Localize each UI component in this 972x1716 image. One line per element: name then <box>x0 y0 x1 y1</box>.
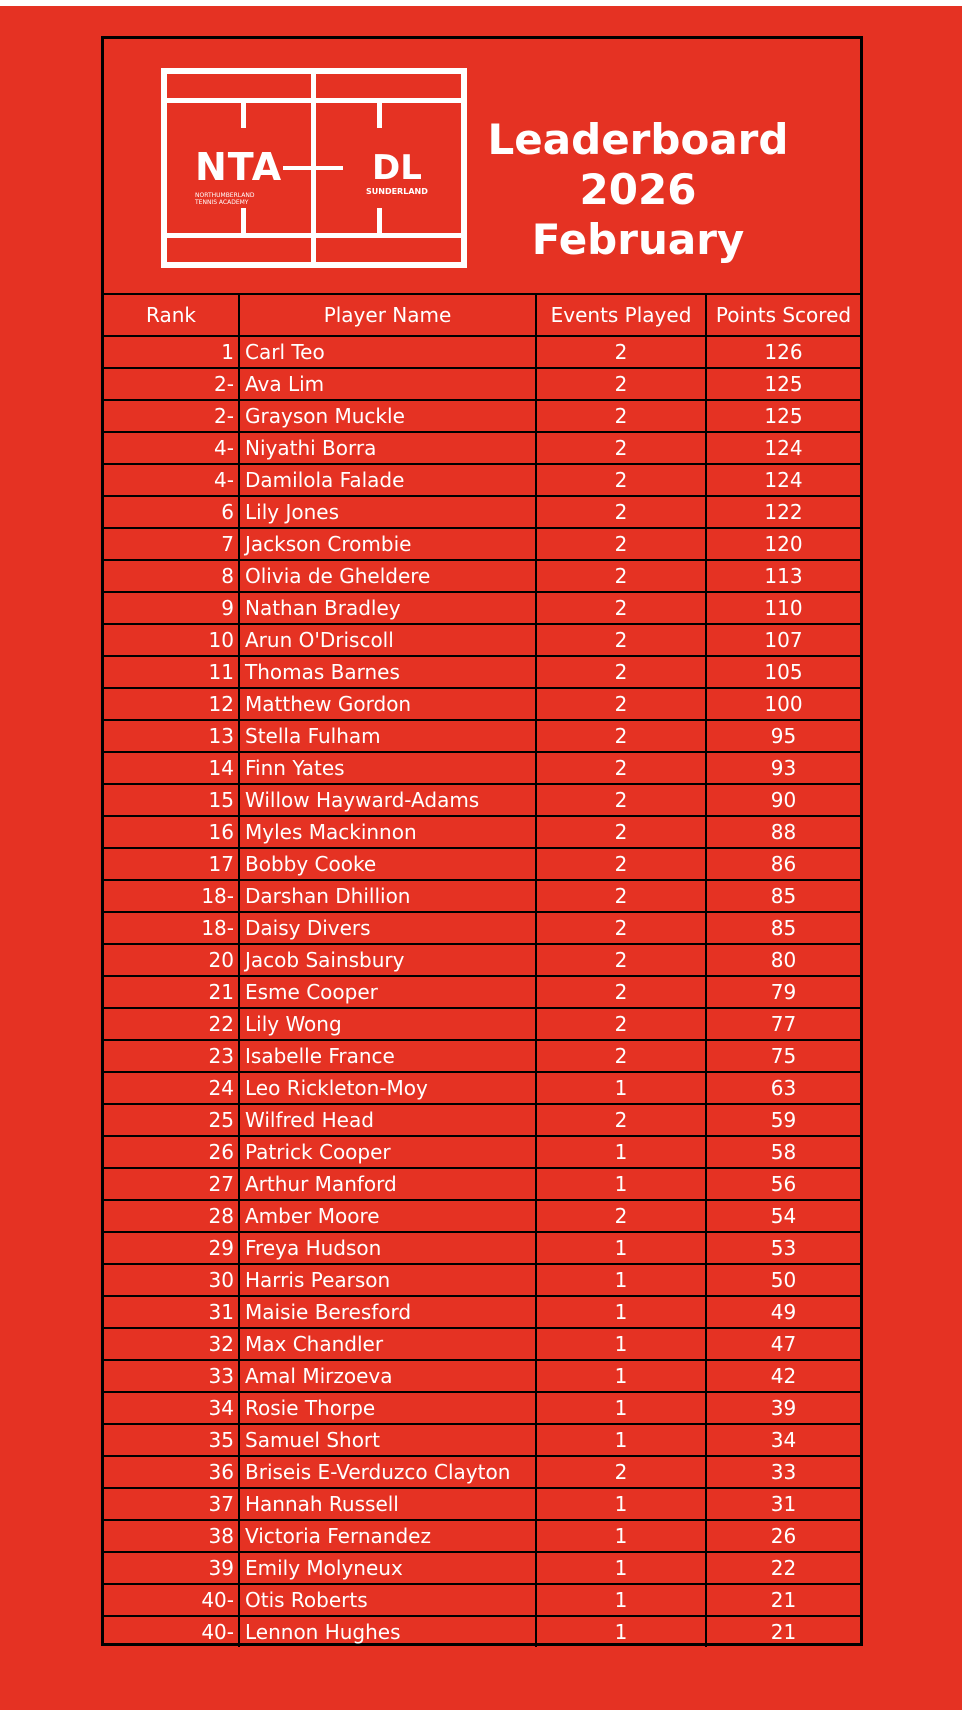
table-row <box>104 528 860 560</box>
rank-cell: 7 <box>104 528 239 560</box>
table-row <box>104 432 860 464</box>
player-name-cell: Niyathi Borra <box>239 432 536 464</box>
player-name-cell: Stella Fulham <box>239 720 536 752</box>
points-scored-cell: 58 <box>706 1136 860 1168</box>
rank-cell: 9 <box>104 592 239 624</box>
points-scored-cell: 42 <box>706 1360 860 1392</box>
points-scored-cell: 39 <box>706 1392 860 1424</box>
table-row <box>104 752 860 784</box>
table-row <box>104 560 860 592</box>
column-header-events-played: Events Played <box>536 295 706 336</box>
table-row <box>104 688 860 720</box>
points-scored-cell: 53 <box>706 1232 860 1264</box>
events-played-cell: 1 <box>536 1616 706 1647</box>
points-scored-cell: 77 <box>706 1008 860 1040</box>
rank-cell: 29 <box>104 1232 239 1264</box>
column-header-points-scored: Points Scored <box>706 295 860 336</box>
events-played-cell: 2 <box>536 656 706 688</box>
points-scored-cell: 125 <box>706 368 860 400</box>
rank-cell: 11 <box>104 656 239 688</box>
rank-cell: 32 <box>104 1328 239 1360</box>
rank-cell: 27 <box>104 1168 239 1200</box>
player-name-cell: Victoria Fernandez <box>239 1520 536 1552</box>
player-name-cell: Ava Lim <box>239 368 536 400</box>
player-name-cell: Samuel Short <box>239 1424 536 1456</box>
points-scored-cell: 110 <box>706 592 860 624</box>
rank-cell: 37 <box>104 1488 239 1520</box>
points-scored-cell: 49 <box>706 1296 860 1328</box>
points-scored-cell: 124 <box>706 464 860 496</box>
nta-logo-mark: NTA <box>195 145 283 189</box>
events-played-cell: 1 <box>536 1424 706 1456</box>
events-played-cell: 1 <box>536 1392 706 1424</box>
events-played-cell: 2 <box>536 720 706 752</box>
player-name-cell: Lily Jones <box>239 496 536 528</box>
points-scored-cell: 85 <box>706 880 860 912</box>
player-name-cell: Leo Rickleton-Moy <box>239 1072 536 1104</box>
table-row <box>104 944 860 976</box>
player-name-cell: Daisy Divers <box>239 912 536 944</box>
rank-cell: 2- <box>104 400 239 432</box>
player-name-cell: Esme Cooper <box>239 976 536 1008</box>
player-name-cell: Amal Mirzoeva <box>239 1360 536 1392</box>
player-name-cell: Jacob Sainsbury <box>239 944 536 976</box>
player-name-cell: Rosie Thorpe <box>239 1392 536 1424</box>
events-played-cell: 2 <box>536 880 706 912</box>
player-name-cell: Bobby Cooke <box>239 848 536 880</box>
nta-logo <box>195 145 283 206</box>
events-played-cell: 2 <box>536 560 706 592</box>
points-scored-cell: 33 <box>706 1456 860 1488</box>
points-scored-cell: 21 <box>706 1584 860 1616</box>
events-played-cell: 2 <box>536 496 706 528</box>
rank-cell: 34 <box>104 1392 239 1424</box>
table-row <box>104 720 860 752</box>
table-row <box>104 816 860 848</box>
player-name-cell: Darshan Dhillion <box>239 880 536 912</box>
player-name-cell: Otis Roberts <box>239 1584 536 1616</box>
points-scored-cell: 90 <box>706 784 860 816</box>
player-name-cell: Amber Moore <box>239 1200 536 1232</box>
player-name-cell: Freya Hudson <box>239 1232 536 1264</box>
dl-logo-subtitle: SUNDERLAND <box>366 187 428 196</box>
events-played-cell: 2 <box>536 336 706 368</box>
points-scored-cell: 56 <box>706 1168 860 1200</box>
leaderboard-board <box>101 36 863 1646</box>
nta-logo-subtitle: NORTHUMBERLAND TENNIS ACADEMY <box>195 192 255 206</box>
points-scored-cell: 126 <box>706 336 860 368</box>
rank-cell: 30 <box>104 1264 239 1296</box>
player-name-cell: Isabelle France <box>239 1040 536 1072</box>
rank-cell: 16 <box>104 816 239 848</box>
table-row <box>104 400 860 432</box>
rank-cell: 21 <box>104 976 239 1008</box>
title-line-1: Leaderboard <box>487 115 789 164</box>
table-body <box>104 336 860 1647</box>
events-played-cell: 1 <box>536 1264 706 1296</box>
rank-cell: 17 <box>104 848 239 880</box>
rank-cell: 36 <box>104 1456 239 1488</box>
rank-cell: 33 <box>104 1360 239 1392</box>
rank-cell: 26 <box>104 1136 239 1168</box>
events-played-cell: 1 <box>536 1488 706 1520</box>
player-name-cell: Jackson Crombie <box>239 528 536 560</box>
header <box>104 39 860 295</box>
rank-cell: 8 <box>104 560 239 592</box>
points-scored-cell: 47 <box>706 1328 860 1360</box>
player-name-cell: Maisie Beresford <box>239 1296 536 1328</box>
table-row <box>104 1424 860 1456</box>
events-played-cell: 2 <box>536 1456 706 1488</box>
rank-cell: 38 <box>104 1520 239 1552</box>
points-scored-cell: 107 <box>706 624 860 656</box>
table-row <box>104 1232 860 1264</box>
rank-cell: 12 <box>104 688 239 720</box>
player-name-cell: Emily Molyneux <box>239 1552 536 1584</box>
rank-cell: 23 <box>104 1040 239 1072</box>
points-scored-cell: 120 <box>706 528 860 560</box>
player-name-cell: Wilfred Head <box>239 1104 536 1136</box>
table-row <box>104 1008 860 1040</box>
points-scored-cell: 75 <box>706 1040 860 1072</box>
table-row <box>104 1584 860 1616</box>
table-row <box>104 592 860 624</box>
table-row <box>104 1520 860 1552</box>
court-line <box>283 166 343 170</box>
court-line <box>377 208 382 238</box>
table-row <box>104 368 860 400</box>
rank-cell: 4- <box>104 432 239 464</box>
points-scored-cell: 79 <box>706 976 860 1008</box>
player-name-cell: Nathan Bradley <box>239 592 536 624</box>
points-scored-cell: 85 <box>706 912 860 944</box>
table-row <box>104 1328 860 1360</box>
table-row <box>104 912 860 944</box>
events-played-cell: 2 <box>536 752 706 784</box>
table-row <box>104 1264 860 1296</box>
table-row <box>104 880 860 912</box>
points-scored-cell: 22 <box>706 1552 860 1584</box>
points-scored-cell: 95 <box>706 720 860 752</box>
events-played-cell: 1 <box>536 1552 706 1584</box>
rank-cell: 22 <box>104 1008 239 1040</box>
dl-sunderland-logo <box>366 148 428 196</box>
events-played-cell: 2 <box>536 368 706 400</box>
table-row <box>104 1136 860 1168</box>
events-played-cell: 2 <box>536 624 706 656</box>
table-row <box>104 1296 860 1328</box>
dl-logo-mark: DL <box>371 148 422 188</box>
rank-cell: 31 <box>104 1296 239 1328</box>
table-row <box>104 976 860 1008</box>
events-played-cell: 2 <box>536 1104 706 1136</box>
table-row <box>104 1552 860 1584</box>
rank-cell: 18- <box>104 912 239 944</box>
rank-cell: 6 <box>104 496 239 528</box>
events-played-cell: 1 <box>536 1168 706 1200</box>
points-scored-cell: 100 <box>706 688 860 720</box>
column-header-rank: Rank <box>104 295 239 336</box>
events-played-cell: 1 <box>536 1072 706 1104</box>
rank-cell: 1 <box>104 336 239 368</box>
table-row <box>104 464 860 496</box>
points-scored-cell: 124 <box>706 432 860 464</box>
rank-cell: 24 <box>104 1072 239 1104</box>
page-title <box>476 115 800 265</box>
points-scored-cell: 31 <box>706 1488 860 1520</box>
player-name-cell: Briseis E-Verduzco Clayton <box>239 1456 536 1488</box>
events-played-cell: 2 <box>536 1008 706 1040</box>
events-played-cell: 1 <box>536 1296 706 1328</box>
points-scored-cell: 88 <box>706 816 860 848</box>
rank-cell: 18- <box>104 880 239 912</box>
table-row <box>104 1456 860 1488</box>
rank-cell: 14 <box>104 752 239 784</box>
player-name-cell: Finn Yates <box>239 752 536 784</box>
events-played-cell: 2 <box>536 912 706 944</box>
player-name-cell: Grayson Muckle <box>239 400 536 432</box>
player-name-cell: Thomas Barnes <box>239 656 536 688</box>
table-row <box>104 848 860 880</box>
points-scored-cell: 93 <box>706 752 860 784</box>
player-name-cell: Patrick Cooper <box>239 1136 536 1168</box>
player-name-cell: Carl Teo <box>239 336 536 368</box>
player-name-cell: Willow Hayward-Adams <box>239 784 536 816</box>
events-played-cell: 1 <box>536 1520 706 1552</box>
rank-cell: 13 <box>104 720 239 752</box>
points-scored-cell: 50 <box>706 1264 860 1296</box>
events-played-cell: 1 <box>536 1328 706 1360</box>
table-header-row <box>104 295 860 336</box>
rank-cell: 4- <box>104 464 239 496</box>
points-scored-cell: 34 <box>706 1424 860 1456</box>
rank-cell: 35 <box>104 1424 239 1456</box>
rank-cell: 20 <box>104 944 239 976</box>
events-played-cell: 2 <box>536 848 706 880</box>
rank-cell: 15 <box>104 784 239 816</box>
title-line-3: February <box>531 215 745 264</box>
court-line <box>241 98 246 128</box>
table-row <box>104 1168 860 1200</box>
rank-cell: 2- <box>104 368 239 400</box>
points-scored-cell: 59 <box>706 1104 860 1136</box>
table-row <box>104 624 860 656</box>
rank-cell: 28 <box>104 1200 239 1232</box>
points-scored-cell: 105 <box>706 656 860 688</box>
title-line-2: 2026 <box>579 165 697 214</box>
points-scored-cell: 113 <box>706 560 860 592</box>
player-name-cell: Myles Mackinnon <box>239 816 536 848</box>
rank-cell: 40- <box>104 1584 239 1616</box>
points-scored-cell: 26 <box>706 1520 860 1552</box>
player-name-cell: Max Chandler <box>239 1328 536 1360</box>
table-row <box>104 336 860 368</box>
player-name-cell: Hannah Russell <box>239 1488 536 1520</box>
points-scored-cell: 21 <box>706 1616 860 1647</box>
points-scored-cell: 54 <box>706 1200 860 1232</box>
table-row <box>104 656 860 688</box>
player-name-cell: Lily Wong <box>239 1008 536 1040</box>
events-played-cell: 2 <box>536 944 706 976</box>
points-scored-cell: 80 <box>706 944 860 976</box>
events-played-cell: 2 <box>536 976 706 1008</box>
player-name-cell: Olivia de Gheldere <box>239 560 536 592</box>
table-row <box>104 496 860 528</box>
table-row <box>104 1392 860 1424</box>
player-name-cell: Harris Pearson <box>239 1264 536 1296</box>
events-played-cell: 2 <box>536 816 706 848</box>
points-scored-cell: 86 <box>706 848 860 880</box>
table-row <box>104 1104 860 1136</box>
rank-cell: 25 <box>104 1104 239 1136</box>
table-row <box>104 1200 860 1232</box>
court-line <box>377 98 382 128</box>
events-played-cell: 2 <box>536 400 706 432</box>
leaderboard-table <box>104 295 860 1647</box>
events-played-cell: 2 <box>536 464 706 496</box>
points-scored-cell: 63 <box>706 1072 860 1104</box>
table-row <box>104 784 860 816</box>
column-header-player-name: Player Name <box>239 295 536 336</box>
table-row <box>104 1616 860 1647</box>
events-played-cell: 2 <box>536 528 706 560</box>
table-row <box>104 1072 860 1104</box>
table-row <box>104 1360 860 1392</box>
table-row <box>104 1488 860 1520</box>
events-played-cell: 2 <box>536 688 706 720</box>
events-played-cell: 1 <box>536 1232 706 1264</box>
rank-cell: 39 <box>104 1552 239 1584</box>
rank-cell: 10 <box>104 624 239 656</box>
rank-cell: 40- <box>104 1616 239 1647</box>
events-played-cell: 2 <box>536 1040 706 1072</box>
events-played-cell: 1 <box>536 1360 706 1392</box>
player-name-cell: Arthur Manford <box>239 1168 536 1200</box>
events-played-cell: 2 <box>536 1200 706 1232</box>
events-played-cell: 2 <box>536 784 706 816</box>
points-scored-cell: 125 <box>706 400 860 432</box>
events-played-cell: 2 <box>536 592 706 624</box>
player-name-cell: Arun O'Driscoll <box>239 624 536 656</box>
events-played-cell: 1 <box>536 1136 706 1168</box>
events-played-cell: 2 <box>536 432 706 464</box>
court-line <box>241 208 246 238</box>
player-name-cell: Matthew Gordon <box>239 688 536 720</box>
events-played-cell: 1 <box>536 1584 706 1616</box>
player-name-cell: Damilola Falade <box>239 464 536 496</box>
leaderboard-poster <box>0 6 962 1710</box>
points-scored-cell: 122 <box>706 496 860 528</box>
table-row <box>104 1040 860 1072</box>
player-name-cell: Lennon Hughes <box>239 1616 536 1647</box>
